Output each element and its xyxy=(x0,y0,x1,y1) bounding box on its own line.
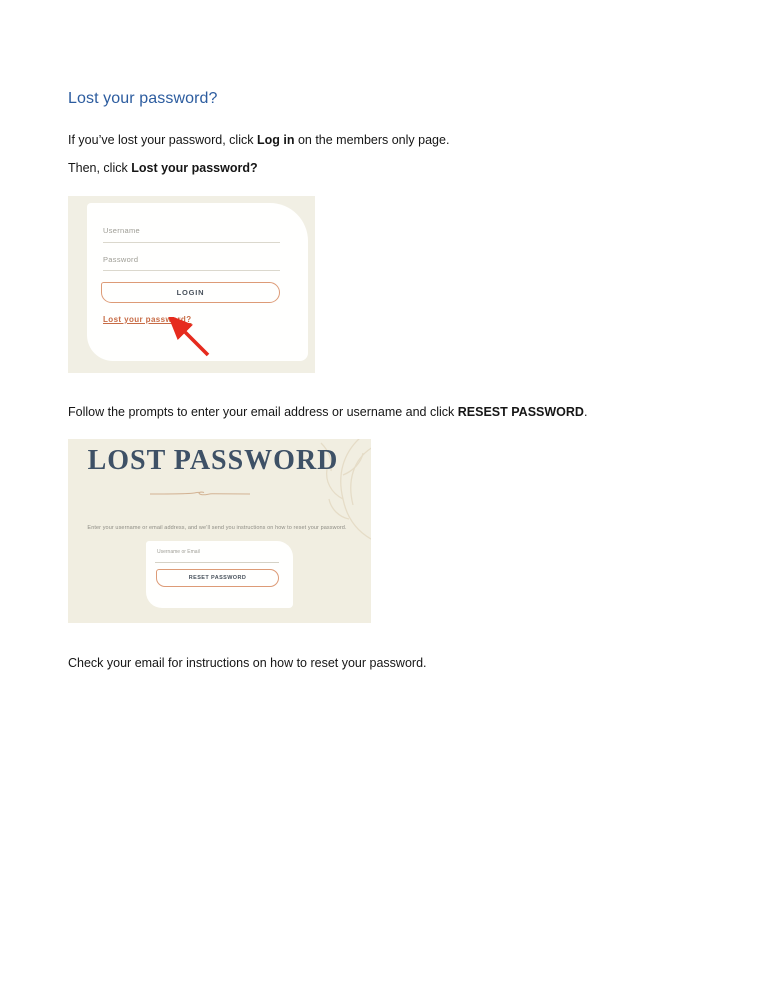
reset-password-button: RESET PASSWORD xyxy=(156,569,279,587)
paragraph-text: Follow the prompts to enter your email address or username and click xyxy=(68,405,458,419)
password-field-underline xyxy=(103,270,280,271)
paragraph-text: . xyxy=(583,405,588,419)
login-button: LOGIN xyxy=(101,282,280,303)
login-screenshot-image xyxy=(68,196,315,373)
lost-password-link: Lost your password? xyxy=(103,315,192,324)
bold-reset-password: RESEST PASSWORD xyxy=(457,405,584,419)
instruction-paragraph-1 xyxy=(68,132,449,148)
paragraph-text: Then, click xyxy=(68,161,132,175)
reset-instructions-text: Enter your username or email address, and we’ll send you instructions on how to reset your password. xyxy=(87,525,347,531)
page-title: Lost your password? xyxy=(68,90,218,107)
username-field-label: Username xyxy=(103,226,140,235)
bold-log-in: Log in xyxy=(256,133,295,147)
username-field-underline xyxy=(103,242,280,243)
username-or-email-field-label: Username or Email xyxy=(157,549,200,555)
paragraph-text: If you’ve lost your password, click xyxy=(68,133,257,147)
ornamental-divider xyxy=(150,488,250,498)
instruction-paragraph-3 xyxy=(68,404,587,420)
reset-card xyxy=(146,541,293,608)
username-or-email-underline xyxy=(155,562,279,563)
password-field-label: Password xyxy=(103,255,139,264)
red-arrow-icon xyxy=(168,317,216,361)
bold-lost-your-password: Lost your password? xyxy=(131,161,258,175)
lost-password-title: LOST PASSWORD xyxy=(87,445,339,476)
instruction-paragraph-2 xyxy=(68,160,258,176)
instruction-paragraph-4: Check your email for instructions on how to reset your password. xyxy=(68,656,427,670)
paragraph-text: on the members only page. xyxy=(294,133,450,147)
lost-password-screenshot-image xyxy=(68,439,371,623)
